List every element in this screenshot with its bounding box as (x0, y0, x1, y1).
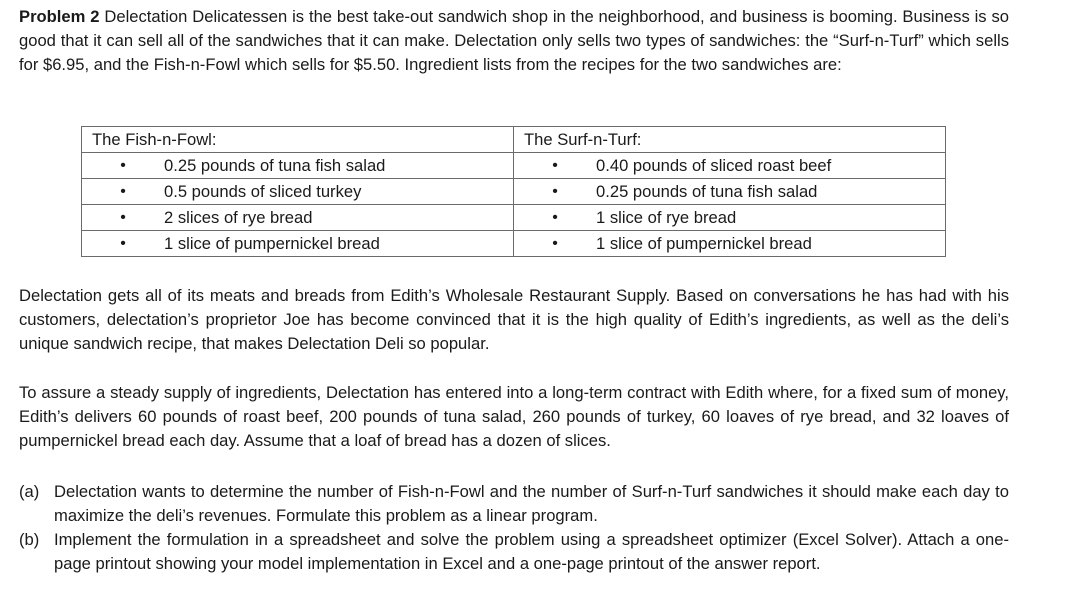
question-text: Implement the formulation in a spreadsheet and solve the problem using a spreadsheet optimizer (Excel Solver). Attach a one-page printout showing your model implementation in Excel and a one-page printout of the answer report. (54, 530, 1009, 573)
fish-ingredient: 0.5 pounds of sliced turkey (164, 181, 362, 201)
fish-ingredient-cell (82, 231, 514, 257)
bullet-icon: • (552, 208, 558, 226)
surf-n-turf-header: The Surf-n-Turf: (524, 129, 642, 149)
question-list (19, 480, 1009, 576)
fish-n-fowl-header: The Fish-n-Fowl: (92, 129, 217, 149)
contract-paragraph: To assure a steady supply of ingredients, Delectation has entered into a long-term contract with Edith where, for a fixed sum of money, Edith’s delivers 60 pounds of roast beef, 200 pounds of tuna salad, 260 pounds of turkey, 60 loaves of rye bread, and 32 loaves of pumpernickel bread each day. Assume that a loaf of bread has a dozen of slices. (19, 383, 1009, 450)
fish-ingredient: 0.25 pounds of tuna fish salad (164, 155, 386, 175)
bullet-icon: • (552, 234, 558, 252)
surf-ingredient: 1 slice of pumpernickel bread (596, 233, 812, 253)
recipe-header-row (82, 127, 946, 153)
table-row (82, 153, 946, 179)
table-row (82, 231, 946, 257)
surf-ingredient: 1 slice of rye bread (596, 207, 737, 227)
surf-header-cell (514, 127, 946, 153)
surf-ingredient-cell (514, 153, 946, 179)
supplier-paragraph: Delectation gets all of its meats and breads from Edith’s Wholesale Restaurant Supply. Based on conversations he has had with his customers, delectation’s proprietor Joe has become convinced that it is the high quality of Edith’s ingredients, as well as the deli’s unique sandwich recipe, that makes Delectation Deli so popular. (19, 286, 1009, 353)
bullet-icon: • (120, 182, 126, 200)
question-label: (a) (19, 482, 40, 501)
fish-ingredient: 2 slices of rye bread (164, 207, 313, 227)
bullet-icon: • (552, 156, 558, 174)
fish-ingredient-cell (82, 205, 514, 231)
table-row (82, 205, 946, 231)
fish-ingredient-cell (82, 179, 514, 205)
problem-title: Problem 2 (19, 7, 100, 26)
fish-ingredient-cell (82, 153, 514, 179)
fish-ingredient: 1 slice of pumpernickel bread (164, 233, 380, 253)
bullet-icon: • (120, 208, 126, 226)
bullet-icon: • (120, 234, 126, 252)
surf-ingredient: 0.25 pounds of tuna fish salad (596, 181, 818, 201)
recipe-table (81, 126, 946, 257)
question-label: (b) (19, 530, 40, 549)
bullet-icon: • (120, 156, 126, 174)
fish-header-cell (82, 127, 514, 153)
surf-ingredient-cell (514, 231, 946, 257)
intro-paragraph (19, 5, 1009, 77)
table-row (82, 179, 946, 205)
intro-text: Delectation Delicatessen is the best take-out sandwich shop in the neighborhood, and business is booming. Business is so good that it can sell all of the sandwiches that it can make. Delectation only sells two types of sandwiches: the “Surf-n-Turf” which sells for $6.95, and the Fish-n-Fowl which sells for $5.50. Ingredient lists from the recipes for the two sandwiches are: (19, 7, 1009, 74)
list-item (19, 480, 1009, 528)
surf-ingredient-cell (514, 205, 946, 231)
surf-ingredient-cell (514, 179, 946, 205)
list-item (19, 528, 1009, 576)
bullet-icon: • (552, 182, 558, 200)
question-text: Delectation wants to determine the number of Fish-n-Fowl and the number of Surf-n-Turf sandwiches it should make each day to maximize the deli’s revenues. Formulate this problem as a linear program. (54, 482, 1009, 525)
surf-ingredient: 0.40 pounds of sliced roast beef (596, 155, 832, 175)
